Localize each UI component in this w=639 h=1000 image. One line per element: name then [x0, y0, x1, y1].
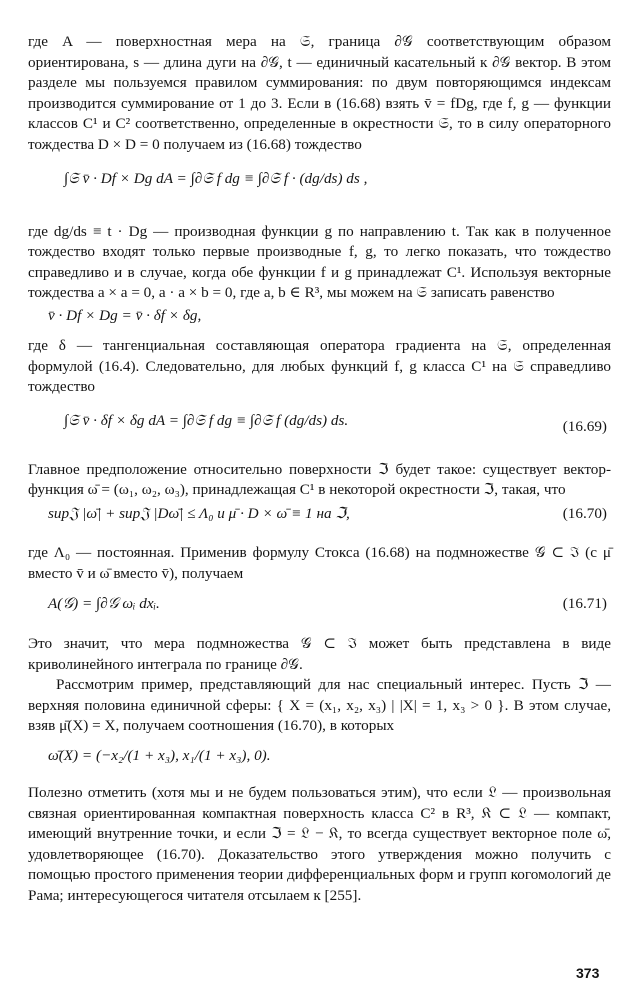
paragraph-2: где dg/ds ≡ t · Dg — производная функции g по направлению t. Так как в полученное тождество входят только первые производные f, g, то легко показать, что тождество справедливо и в случае, когда обе функции f и g принадлежат C¹. Используя векторные тождества a × a = 0, a · a × b = 0, где a, b ∈ R³, мы можем на 𝔖 записать равенство [28, 222, 611, 302]
formula-16-69 [28, 402, 611, 454]
formula-16-71 [28, 586, 611, 630]
formula-text: v̄ · Df × Dg = v̄ · δf × δg, [48, 306, 202, 324]
paragraph-5: где Λ₀ — постоянная. Применив формулу Стокса (16.68) на подмножестве 𝒢 ⊂ ℑ (с μ̄ вместо v̄ и ω̄ вместо v̄), получаем [28, 543, 611, 582]
paragraph-3: где δ — тангенциальная составляющая оператора градиента на 𝔖, определенная формулой (16.4). Следовательно, для любых функций f, g класса C¹ на 𝔖 справедливо тождество [28, 336, 611, 396]
page-number: 373 [576, 965, 600, 981]
formula-text: ω̄(X) = (−x₂/(1 + x₃), x₁/(1 + x₃), 0). [48, 747, 271, 765]
formula-text: ∫𝔖 v̄ · δf × δg dA = ∫∂𝔖 f dg ≡ ∫∂𝔖 f (dg/ds) ds. [64, 411, 349, 429]
formula-omega-example [28, 741, 611, 777]
formula-vector-identity [28, 304, 611, 332]
formula-text: sup𝔍 |ω̄| + sup𝔍 |Dω̄| ≤ Λ₀ и μ̄ · D × ω̄ ≡ 1 на ℑ, [48, 504, 350, 522]
formula-16-70 [28, 503, 611, 543]
equation-number: (16.70) [562, 504, 607, 522]
formula-stokes-identity [28, 160, 611, 216]
formula-text: ∫𝔖 v̄ · Df × Dg dA = ∫∂𝔖 f dg ≡ ∫∂𝔖 f · (dg/ds) ds , [64, 169, 368, 187]
equation-number: (16.69) [562, 417, 607, 435]
paragraph-6: Это значит, что мера подмножества 𝒢 ⊂ ℑ может быть представлена в виде криволинейного интеграла по границе ∂𝒢. [28, 635, 611, 673]
paragraph-1: где A — поверхностная мера на 𝔖, граница ∂𝒢 соответствующим образом ориентирована, s — длина дуги на ∂𝒢, t — единичный касательный к ∂𝒢 вектор. В этом разделе мы пользуемся правилом суммирования: по двум повторяющимся индексам производится суммирование от 1 до 3. Если в (16.68) взять v̄ = fDg, где f, g — функции классов C¹ и C² соответственно, определенные в окрестности 𝔖, то в силу операторного тождества D × D = 0 получаем из (16.68) тождество [28, 33, 611, 153]
paragraph-8: Полезно отметить (хотя мы и не будем пользоваться этим), что если 𝔏 — произвольная связная ориентированная компактная поверхность класса C² в R³, 𝔎 ⊂ 𝔏 — компакт, имеющий внутренние точки, и если ℑ = 𝔏 − 𝔎, то всегда существует векторное поле ω̄, удовлетворяющее (16.70). Доказательство этого утверждения можно получить с помощью простого применения теории дифференциальных форм и групп когомологий де Рама; интересующегося читателя отсылаем к [255]. [28, 784, 611, 905]
paragraph-4: Главное предположение относительно поверхности ℑ будет такое: существует вектор-функция ω̄ = (ω₁, ω₂, ω₃), принадлежащая C¹ в некоторой окрестности ℑ, такая, что [28, 460, 611, 499]
paragraph-7: Рассмотрим пример, представляющий для нас специальный интерес. Пусть ℑ — верхняя половина единичной сферы: { X = (x₁, x₂, x₃) | |X| = 1, x₃ > 0 }. В этом случае, взяв μ̄(X) = X, получаем соотношения (16.70), в которых [28, 676, 611, 735]
equation-number: (16.71) [562, 595, 607, 613]
formula-text: A(𝒢) = ∫∂𝒢 ωᵢ dxᵢ. [48, 595, 160, 613]
page-body [28, 32, 611, 907]
